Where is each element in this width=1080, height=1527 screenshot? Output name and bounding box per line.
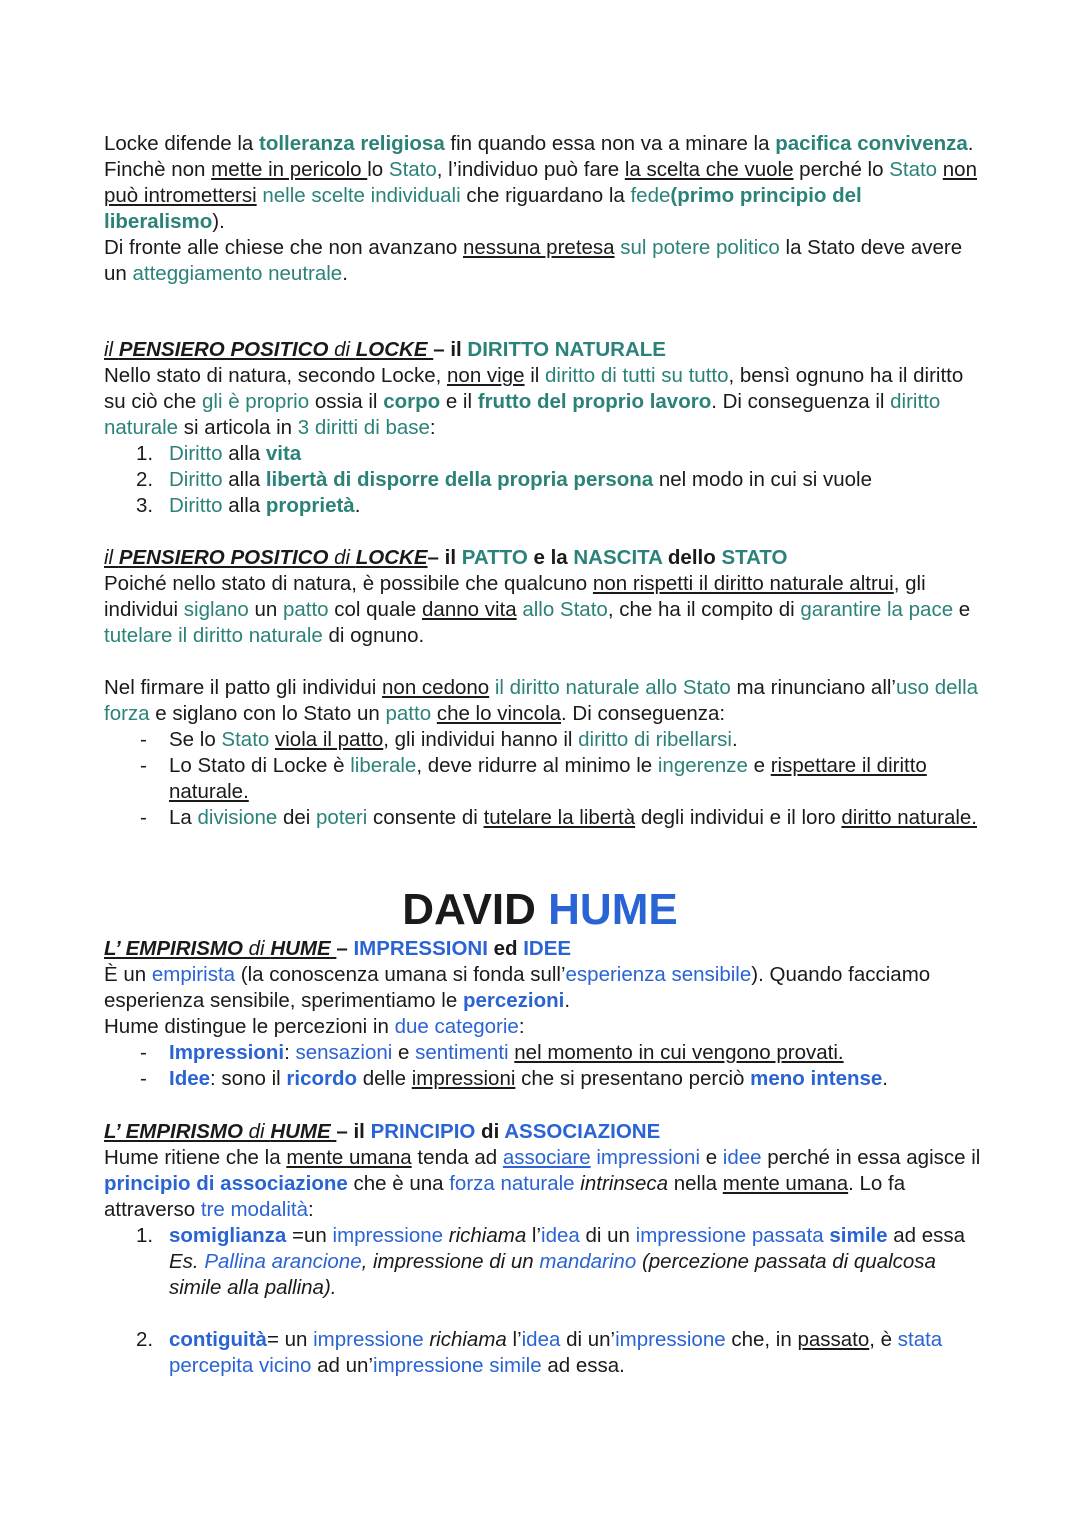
highlight-stato: Stato [388, 158, 437, 181]
heading-highlight: IDEE [523, 937, 572, 960]
heading-text: L’ EMPIRISMO [104, 1120, 243, 1143]
text: che si presentano perciò [515, 1067, 751, 1090]
highlight-corpo: corpo [383, 390, 441, 413]
highlight-text: Impressioni [169, 1041, 285, 1064]
highlight-text: impressione simile [373, 1354, 542, 1377]
paragraph-firmare-patto [104, 675, 984, 727]
text: tenda ad [411, 1146, 503, 1169]
text: la Stato deve avere un [104, 236, 963, 285]
italic-text: richiama [429, 1328, 507, 1351]
list-number: 1. [136, 442, 154, 465]
underline-text: la scelta che vuole [624, 158, 794, 181]
highlight-text: divisione [197, 806, 278, 829]
list-dash: - [140, 728, 147, 751]
text: che è una [347, 1172, 450, 1195]
text: ma rinunciano all’ [730, 676, 896, 699]
heading-text: PENSIERO POSITICO [118, 546, 329, 569]
heading-highlight: IMPRESSIONI [353, 937, 488, 960]
text: . Di conseguenza il [711, 390, 891, 413]
text: Locke difende la [104, 132, 260, 155]
text: di [328, 546, 356, 569]
highlight-text: impressione [313, 1328, 424, 1351]
highlight-text: tutelare il diritto naturale [104, 624, 323, 647]
highlight-text: poteri [316, 806, 368, 829]
heading-text: e la [527, 546, 574, 569]
text: Nello stato di natura, secondo Locke, [104, 364, 448, 387]
text: . [342, 262, 348, 285]
underline-text: mente umana [286, 1146, 412, 1169]
underline-text: non vige [447, 364, 525, 387]
highlight-text: sensazioni [295, 1041, 393, 1064]
highlight-text: forza naturale [449, 1172, 575, 1195]
highlight-text: due categorie [394, 1015, 519, 1038]
highlight-text: libertà di disporre della propria persona [265, 468, 654, 491]
text: nella [668, 1172, 723, 1195]
highlight-text: diritto di ribellarsi [578, 728, 732, 751]
heading-diritto-naturale [104, 337, 984, 363]
paragraph-mente-umana [104, 1145, 984, 1223]
highlight-text: somiglianza [169, 1224, 287, 1247]
text: , gli individui [104, 572, 926, 621]
heading-highlight: PRINCIPIO [370, 1120, 476, 1143]
list-conseguenze [104, 727, 984, 831]
highlight-text: empirista [151, 963, 236, 986]
text: : [307, 1198, 314, 1221]
list-item [104, 493, 984, 519]
heading-text: dello [662, 546, 722, 569]
underline-text: non cedono [382, 676, 490, 699]
text: : sono il [210, 1067, 287, 1090]
text: Hume distingue le percezioni in [104, 1015, 395, 1038]
text: alla [222, 468, 266, 491]
text: ). Quando facciamo esperienza sensibile, sperimentiamo le [104, 963, 931, 1012]
paragraph-empirista [104, 962, 984, 1014]
text: = un [266, 1328, 314, 1351]
example-highlight: Pallina arancione [204, 1250, 362, 1273]
highlight-text: percezioni [462, 989, 565, 1012]
list-dash: - [140, 806, 147, 829]
heading-patto [104, 545, 984, 571]
text: , bensì ognuno ha il diritto su ciò che [104, 364, 964, 413]
underline-text: che lo vincola [436, 702, 562, 725]
text: , che ha il compito di [607, 598, 801, 621]
heading-highlight: PATTO [461, 546, 528, 569]
text: degli individui e il loro [635, 806, 842, 829]
highlight-text: uso della forza [104, 676, 979, 725]
example-text: Es. [169, 1250, 205, 1273]
text: . Di conseguenza: [561, 702, 726, 725]
text: lo [367, 158, 389, 181]
list-item [104, 441, 984, 467]
paragraph-chiese [104, 235, 984, 287]
highlight-text: nelle scelte individuali [256, 184, 461, 207]
highlight-text: meno intense [750, 1067, 883, 1090]
heading-text: HUME [270, 937, 337, 960]
text: : [429, 416, 436, 439]
heading-text: LOCKE [355, 338, 434, 361]
underline-text: nessuna pretesa [462, 236, 615, 259]
text: . Lo fa attraverso [104, 1172, 906, 1221]
text: . Finchè non [104, 132, 974, 181]
heading-principio-associazione [104, 1119, 984, 1145]
text: Di fronte alle chiese che non avanzano [104, 236, 463, 259]
highlight-text: stata percepita vicino [169, 1328, 943, 1377]
text: . [882, 1067, 888, 1090]
highlight-pacifica-convivenza: pacifica convivenza [775, 132, 968, 155]
highlight-text: idea [521, 1328, 561, 1351]
example-text: , impressione di un [361, 1250, 540, 1273]
text: di un [579, 1224, 636, 1247]
underline-text: rispettare il diritto naturale. [169, 754, 927, 803]
italic-text: richiama [448, 1224, 527, 1247]
text: , è [869, 1328, 898, 1351]
example-text: (percezione passata di qualcosa simile alla pallina). [169, 1250, 936, 1299]
text: di [242, 937, 271, 960]
highlight-text: ingerenze [657, 754, 748, 777]
text: : [518, 1015, 525, 1038]
list-number: 3. [136, 494, 154, 517]
list-dash: - [140, 1041, 147, 1064]
highlight-text: proprietà [265, 494, 355, 517]
list-item [104, 467, 984, 493]
text: ossia il [309, 390, 384, 413]
underline-text: mette in pericolo [211, 158, 368, 181]
example-highlight: mandarino [539, 1250, 637, 1273]
list-item [104, 805, 984, 831]
paragraph-patto [104, 571, 984, 649]
text: ad essa [887, 1224, 965, 1247]
underline-text: mente umana [722, 1172, 849, 1195]
underline-text: viola il patto [275, 728, 384, 751]
highlight-text: idea [541, 1224, 580, 1247]
highlight-text: impressioni [596, 1146, 700, 1169]
highlight-text: associare [502, 1146, 591, 1169]
list-dash: - [140, 1067, 147, 1090]
text: e [747, 754, 771, 777]
text: che riguardano la [460, 184, 631, 207]
highlight-text: contiguità [169, 1328, 267, 1351]
list-modalita [104, 1223, 984, 1379]
underline-text: impressioni [411, 1067, 516, 1090]
text: che, in [725, 1328, 798, 1351]
heading-highlight: STATO [721, 546, 788, 569]
text: =un [286, 1224, 333, 1247]
highlight-text: esperienza sensibile [565, 963, 752, 986]
underline-text: nel momento in cui vengono provati. [514, 1041, 844, 1064]
highlight-text: impressione [615, 1328, 726, 1351]
text: l’ [526, 1224, 542, 1247]
text: un [248, 598, 283, 621]
heading-text: L’ EMPIRISMO [104, 937, 243, 960]
text: e [953, 598, 971, 621]
highlight-text: diritto naturale [104, 390, 941, 439]
highlight-text: idee [722, 1146, 762, 1169]
list-item [104, 727, 984, 753]
heading-text: di [475, 1120, 505, 1143]
text: perché in essa agisce il [761, 1146, 981, 1169]
text: il [524, 364, 546, 387]
text: ). [212, 210, 225, 233]
highlight-text: garantire la pace [800, 598, 954, 621]
text: consente di [367, 806, 484, 829]
heading-highlight: ASSOCIAZIONE [504, 1120, 661, 1143]
text: alla [222, 442, 266, 465]
highlight-text: Diritto [169, 494, 223, 517]
list-dash: - [140, 754, 147, 777]
heading-text: PENSIERO POSITICO [118, 338, 329, 361]
text: e [700, 1146, 723, 1169]
text: il [104, 338, 119, 361]
text: , deve ridurre al minimo le [416, 754, 658, 777]
text: . [731, 728, 738, 751]
heading-text: – il [433, 338, 468, 361]
text: di [242, 1120, 271, 1143]
underline-text: tutelare la libertà [483, 806, 636, 829]
text: il [104, 546, 119, 569]
highlight-frutto: frutto del proprio lavoro [477, 390, 712, 413]
text: di ognuno. [322, 624, 425, 647]
text: È un [104, 963, 152, 986]
highlight-text: diritto di tutti su tutto [545, 364, 729, 387]
text: Nel firmare il patto gli individui [104, 676, 383, 699]
text: di un’ [560, 1328, 616, 1351]
highlight-tolleranza-religiosa: tolleranza religiosa [259, 132, 445, 155]
highlight-text: patto [282, 598, 329, 621]
heading-text: ed [487, 937, 524, 960]
highlight-text: allo Stato [522, 598, 608, 621]
text: e il [440, 390, 478, 413]
text: e siglano con lo Stato un [149, 702, 386, 725]
list-item [104, 753, 984, 805]
highlight-text: vita [265, 442, 302, 465]
highlight-text: Diritto [169, 442, 223, 465]
text: . [354, 494, 361, 517]
italic-text: intrinseca [580, 1172, 669, 1195]
text: La [169, 806, 198, 829]
paragraph-stato-di-natura [104, 363, 984, 441]
highlight-stato: Stato [889, 158, 938, 181]
list-percezioni [104, 1040, 984, 1092]
highlight-text: impressione [332, 1224, 444, 1247]
text: perché lo [793, 158, 890, 181]
list-item [104, 1040, 984, 1066]
underline-text: diritto naturale. [841, 806, 977, 829]
title-text: DAVID [402, 885, 549, 934]
list-item [104, 1066, 984, 1092]
list-item [104, 1327, 984, 1379]
text: alla [222, 494, 266, 517]
text: col quale [328, 598, 423, 621]
highlight-text: sentimenti [415, 1041, 509, 1064]
highlight-text: Idee [169, 1067, 211, 1090]
highlight-text: Diritto [169, 468, 223, 491]
title-highlight: HUME [548, 885, 678, 934]
list-number: 2. [136, 1328, 154, 1351]
highlight-text: ricordo [286, 1067, 358, 1090]
text: . [564, 989, 571, 1012]
highlight-text: sul potere politico [620, 236, 780, 259]
text: (la conoscenza umana si fonda sull’ [235, 963, 566, 986]
text: fin quando essa non va a minare la [444, 132, 776, 155]
heading-highlight: NASCITA [573, 546, 663, 569]
highlight-text: Stato [221, 728, 270, 751]
text: , l’individuo può fare [436, 158, 625, 181]
highlight-text: impressione passata [635, 1224, 824, 1247]
text: e [392, 1041, 416, 1064]
heading-text: – il [336, 1120, 371, 1143]
list-diritti [104, 441, 984, 519]
highlight-primo-principio: (primo principio del liberalismo [104, 184, 862, 233]
text: l’ [506, 1328, 522, 1351]
list-item [104, 1223, 984, 1301]
underline-text: passato [797, 1328, 870, 1351]
text: ad essa. [541, 1354, 625, 1377]
heading-text: – il [427, 546, 462, 569]
text: , gli individui hanno il [383, 728, 579, 751]
underline-text: danno vita [422, 598, 517, 621]
list-number: 2. [136, 468, 154, 491]
paragraph-categorie [104, 1014, 984, 1040]
text: si articola in [178, 416, 298, 439]
heading-text: LOCKE [355, 546, 428, 569]
heading-text: HUME [270, 1120, 337, 1143]
list-number: 1. [136, 1224, 154, 1247]
highlight-text: siglano [183, 598, 249, 621]
text: Poiché nello stato di natura, è possibile che qualcuno [104, 572, 593, 595]
heading-highlight: DIRITTO NATURALE [467, 338, 666, 361]
text: Lo Stato di Locke è [169, 754, 351, 777]
highlight-text: il diritto naturale allo Stato [494, 676, 731, 699]
text: nel modo in cui si vuole [653, 468, 872, 491]
highlight-text: simile [829, 1224, 888, 1247]
underline-text: non può intromettersi [104, 158, 977, 207]
heading-text: – [336, 937, 354, 960]
text: dei [277, 806, 317, 829]
text: delle [357, 1067, 412, 1090]
highlight-text: gli è proprio [202, 390, 310, 413]
highlight-text: tre modalità [200, 1198, 308, 1221]
highlight-text: liberale [350, 754, 417, 777]
text: ad un’ [311, 1354, 374, 1377]
highlight-fede: fede [630, 184, 671, 207]
text: di [328, 338, 356, 361]
highlight-text: atteggiamento neutrale [132, 262, 343, 285]
underline-text: non rispetti il diritto naturale altrui [592, 572, 894, 595]
highlight-text: patto [385, 702, 432, 725]
text: : [284, 1041, 296, 1064]
highlight-text: 3 diritti di base [297, 416, 430, 439]
heading-impressioni-idee [104, 936, 984, 962]
paragraph-tolleranza [104, 131, 984, 235]
highlight-text: principio di associazione [104, 1172, 348, 1195]
section-title-david-hume [0, 884, 1080, 936]
text: Hume ritiene che la [104, 1146, 287, 1169]
text: Se lo [169, 728, 222, 751]
